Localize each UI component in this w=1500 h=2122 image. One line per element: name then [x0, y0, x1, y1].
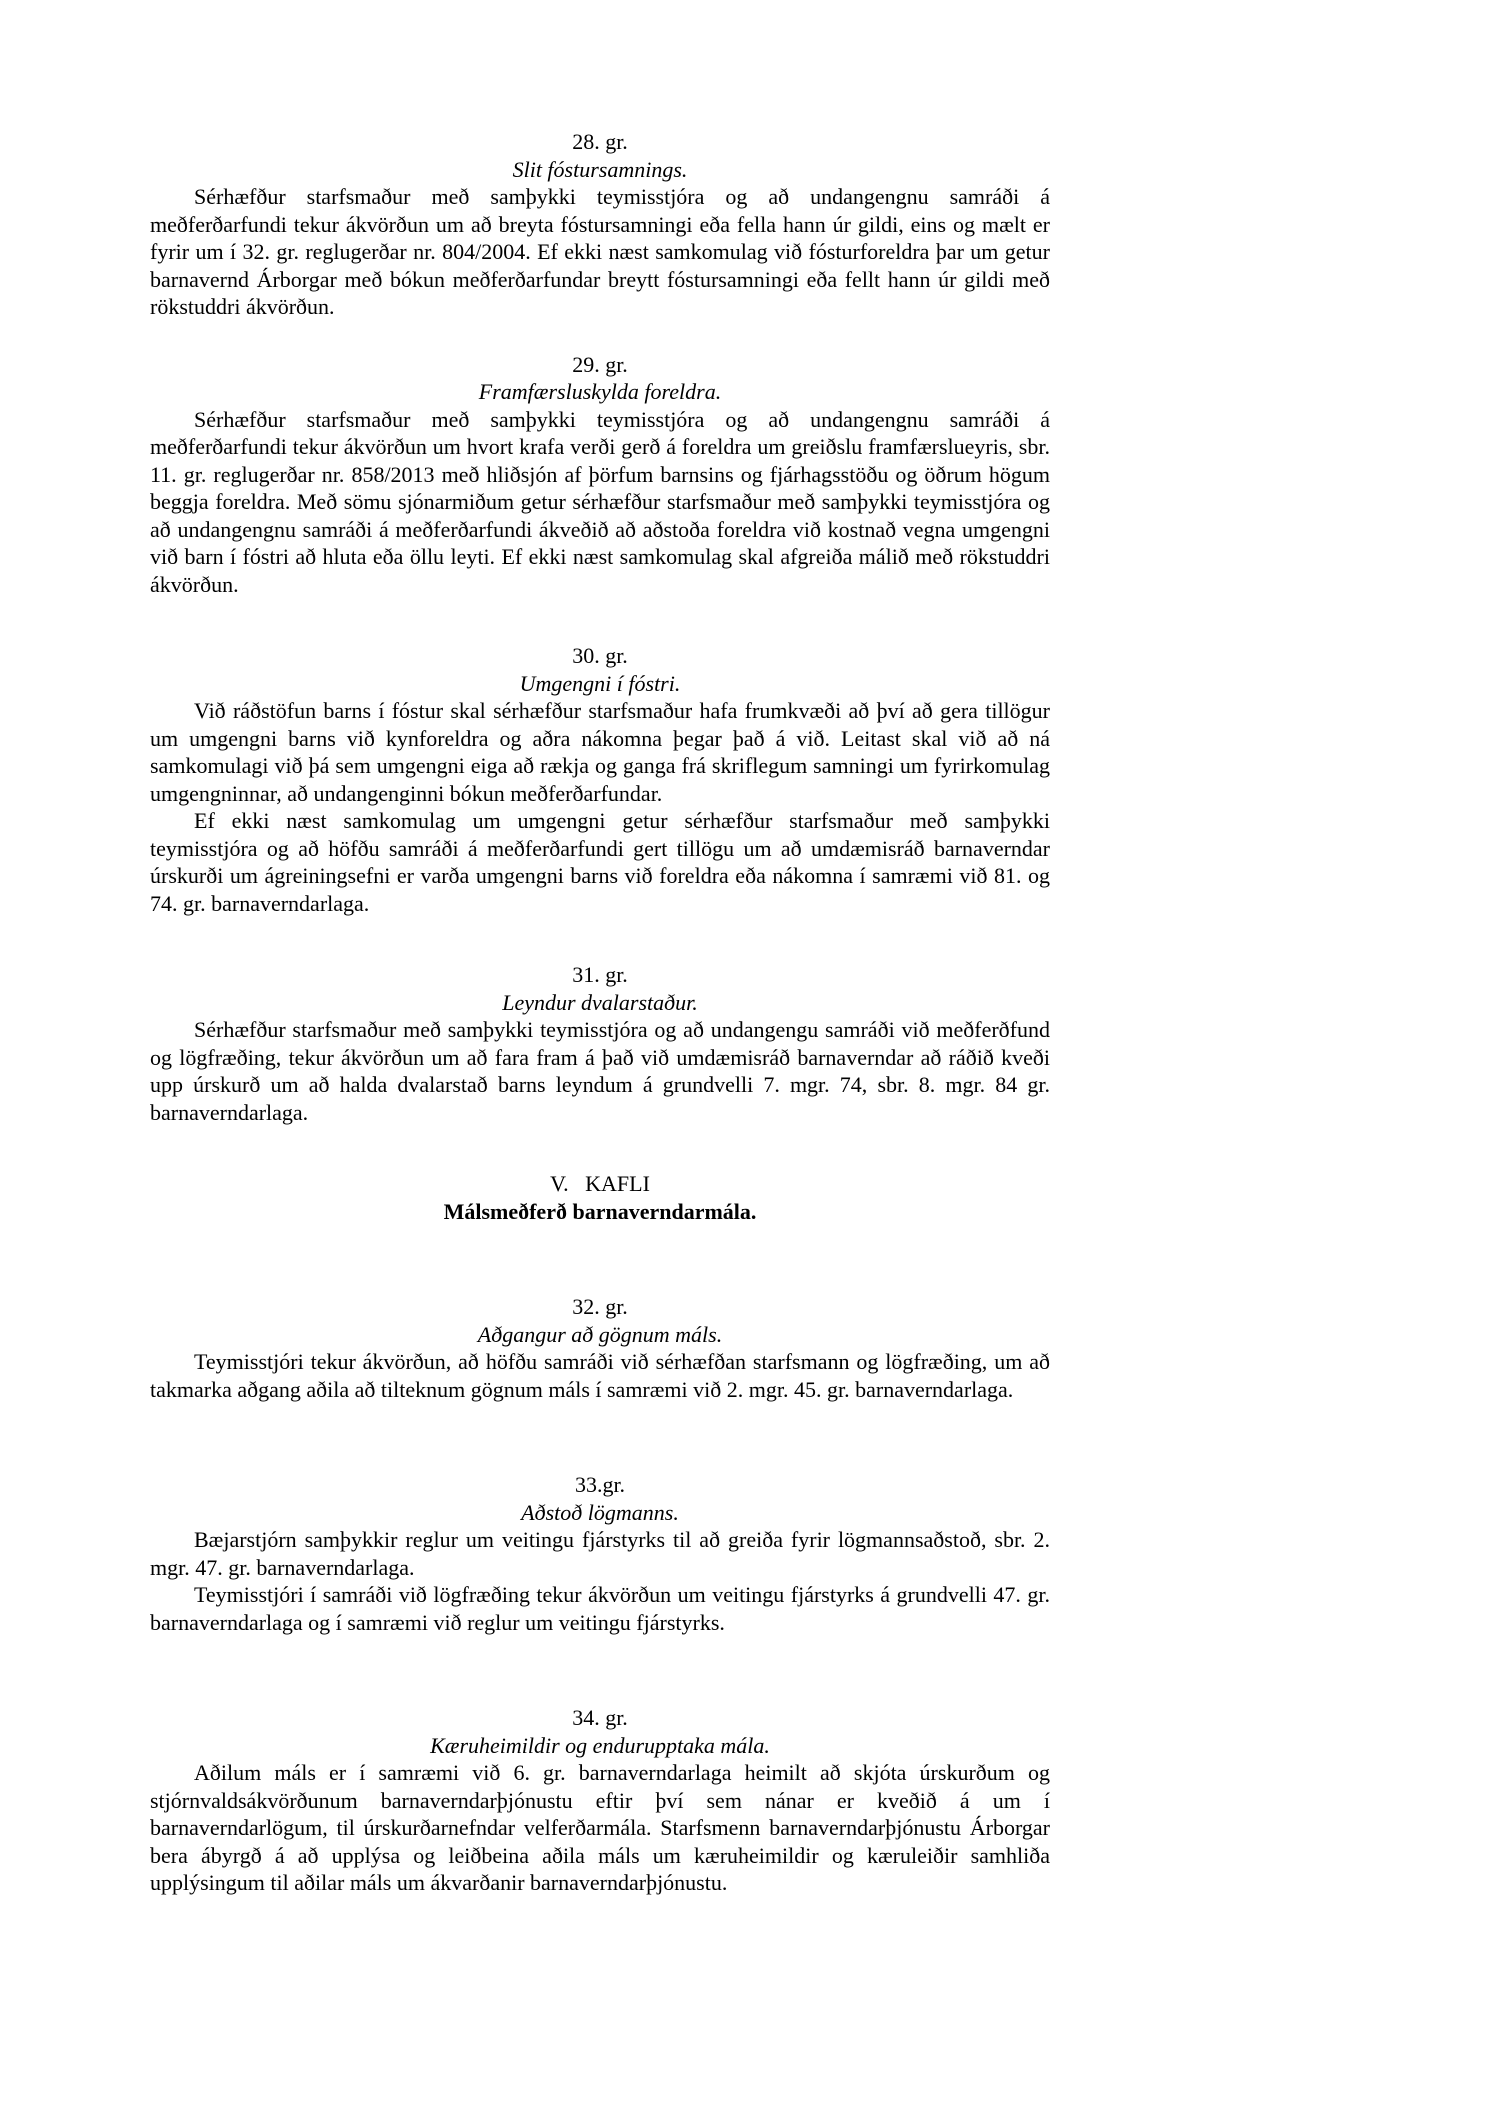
article-31-paragraph: Sérhæfður starfsmaður með samþykki teymisstjóra og að undangengu samráði við meðferðfund og lögfræðing, tekur ákvörðun um að fara fram á það við umdæmisráð barnaverndar að ráðið kveði upp úrskurð um að halda dvalarstað barns leyndum á grundvelli 7. mgr. 74, sbr. 8. mgr. 84 gr. barnaverndarlaga. [150, 1017, 1050, 1125]
document-content [150, 128, 1050, 1897]
article-32-number: 32. gr. [572, 1294, 628, 1319]
article-33-title: Aðstoð lögmanns. [521, 1499, 679, 1525]
article-32-title: Aðgangur að gögnum máls. [477, 1321, 723, 1347]
article-31-title: Leyndur dvalarstaður. [502, 989, 698, 1015]
chapter-title: Málsmeðferð barnaverndarmála. [443, 1198, 757, 1224]
article-31-number: 31. gr. [572, 962, 628, 987]
article-30-number: 30. gr. [572, 643, 628, 668]
chapter-number: V. KAFLI [550, 1171, 650, 1196]
article-34-number: 34. gr. [572, 1705, 628, 1730]
article-34-paragraph: Aðilum máls er í samræmi við 6. gr. barnaverndarlaga heimilt að skjóta úrskurðum og stjórnvaldsákvörðunum barnaverndarþjónustu eftir því sem nánar er kveðið á um í barnaverndarlögum, til úrskurðarnefndar velferðarmála. Starfsmenn barnaverndarþjónustu Árborgar bera ábyrgð á að upplýsa og leiðbeina aðila máls um kæruheimildir og kæruleiðir samhliða upplýsingum til aðilar máls um ákvarðanir barnaverndarþjónustu. [150, 1760, 1050, 1895]
article-28-number: 28. gr. [572, 129, 628, 154]
chapter-heading-block [150, 1170, 1050, 1225]
article-30-paragraph-1: Við ráðstöfun barns í fóstur skal sérhæfður starfsmaður hafa frumkvæði að því að gera tillögur um umgengni barns við kynforeldra og aðra nákomna þegar það á við. Leitast skal við að ná samkomulagi við þá sem umgengni eiga að rækja og ganga frá skriflegum samningi um fyrirkomulag umgengninnar, að undangenginni bókun meðferðarfundar. [150, 698, 1050, 806]
article-34 [150, 1704, 1050, 1897]
article-32 [150, 1293, 1050, 1403]
article-30 [150, 642, 1050, 917]
article-30-title: Umgengni í fóstri. [519, 670, 681, 696]
article-32-paragraph: Teymisstjóri tekur ákvörðun, að höfðu samráði við sérhæfðan starfsmann og lögfræðing, um að takmarka aðgang aðila að tilteknum gögnum máls í samræmi við 2. mgr. 45. gr. barnaverndarlaga. [150, 1349, 1050, 1402]
article-33-paragraph-1: Bæjarstjórn samþykkir reglur um veitingu fjárstyrks til að greiða fyrir lögmannsaðstoð, sbr. 2. mgr. 47. gr. barnaverndarlaga. [150, 1527, 1050, 1580]
article-29-number: 29. gr. [572, 351, 628, 377]
article-34-title: Kæruheimildir og endurupptaka mála. [430, 1732, 770, 1758]
article-29 [150, 351, 1050, 599]
article-33-number: 33.gr. [574, 1472, 626, 1497]
article-29-paragraph: Sérhæfður starfsmaður með samþykki teymisstjóra og að undangengnu samráði á meðferðarfundi tekur ákvörðun um hvort krafa verði gerð á foreldra um greiðslu framfærslueyris, sbr. 11. gr. reglugerðar nr. 858/2013 með hliðsjón af þörfum barnsins og fjárhagsstöðu og öðrum högum beggja foreldra. Með sömu sjónarmiðum getur sérhæfður starfsmaður með samþykki teymisstjóra og að undangengnu samráði á meðferðarfundi ákveðið að aðstoða foreldra við kostnað vegna umgengni við barn í fóstri að hluta eða öllu leyti. Ef ekki næst samkomulag skal afgreiða málið með rökstuddri ákvörðun. [150, 406, 1050, 597]
article-28 [150, 128, 1050, 321]
article-33 [150, 1471, 1050, 1636]
article-28-title: Slit fóstursamnings. [512, 156, 688, 182]
article-28-paragraph: Sérhæfður starfsmaður með samþykki teymisstjóra og að undangengnu samráði á meðferðarfundi tekur ákvörðun um að breyta fóstursamningi eða fella hann úr gildi, eins og mælt er fyrir um í 32. gr. reglugerðar nr. 804/2004. Ef ekki næst samkomulag við fósturforeldra þar um getur barnavernd Árborgar með bókun meðferðarfundar breytt fóstursamningi eða fellt hann úr gildi með rökstuddri ákvörðun. [150, 184, 1050, 319]
article-30-paragraph-2: Ef ekki næst samkomulag um umgengni getur sérhæfður starfsmaður með samþykki teymisstjóra og að höfðu samráði á meðferðarfundi gert tillögu um að umdæmisráð barnaverndar úrskurði um ágreiningsefni er varða umgengni barns við foreldra eða nákomna í samræmi við 81. og 74. gr. barnaverndarlaga. [150, 808, 1050, 916]
article-33-paragraph-2: Teymisstjóri í samráði við lögfræðing tekur ákvörðun um veitingu fjárstyrks á grundvelli 47. gr. barnaverndarlaga og í samræmi við reglur um veitingu fjárstyrks. [150, 1582, 1050, 1635]
article-29-title: Framfærsluskylda foreldra. [478, 379, 722, 404]
article-31 [150, 961, 1050, 1126]
